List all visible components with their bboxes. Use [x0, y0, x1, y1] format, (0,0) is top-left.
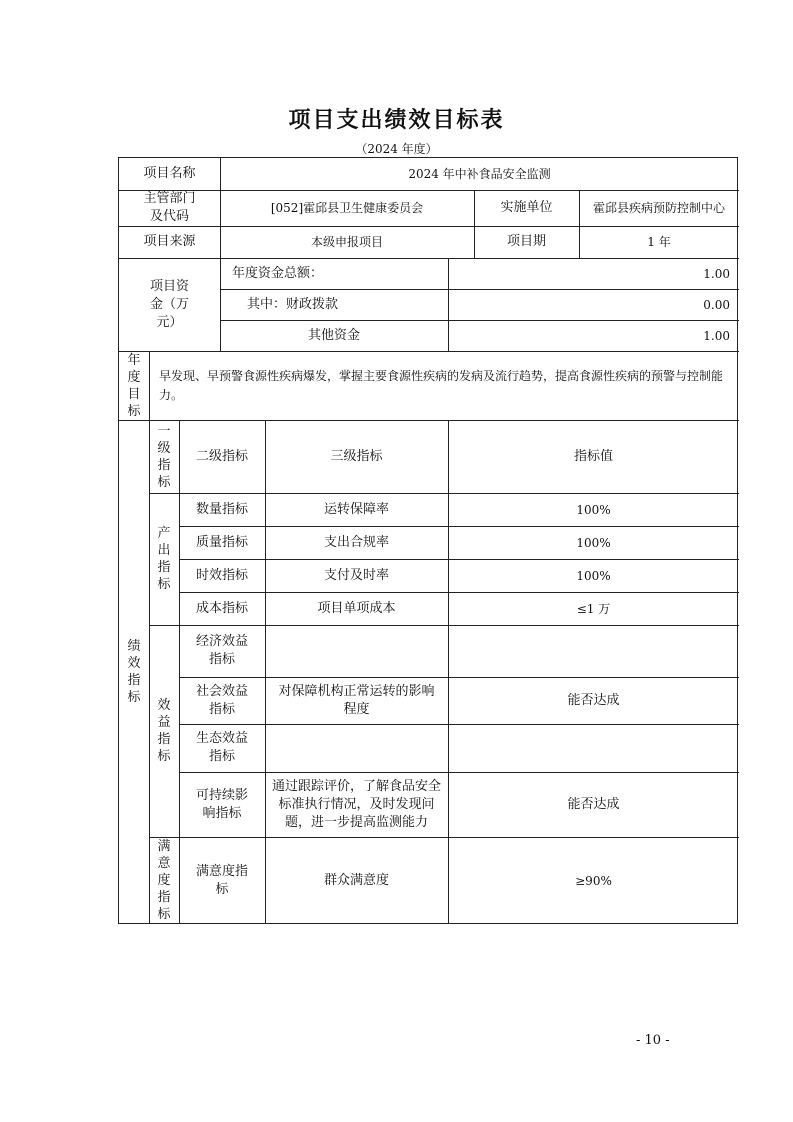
quantity-level3: 运转保障率 [323, 501, 389, 517]
satisfaction-indicator: 满意度指标 [195, 863, 248, 897]
ecological-benefit-indicator: 生态效益指标 [195, 731, 248, 764]
quality-indicator: 质量指标 [195, 534, 248, 550]
social-value: 能否达成 [567, 692, 620, 708]
output-indicators-label: 产出指标 [157, 526, 171, 592]
benefit-indicators-label: 效益指标 [157, 698, 171, 764]
timeliness-level3: 支付及时率 [323, 567, 389, 583]
other-funds-label: 其他资金 [307, 327, 360, 343]
source-label: 项目来源 [143, 234, 196, 249]
sustainability-indicator: 可持续影响指标 [195, 787, 248, 821]
department-value: [052]霍邱县卫生健康委员会 [270, 201, 424, 215]
quality-value: 100% [576, 535, 611, 550]
performance-indicators-label: 绩效指标 [127, 639, 141, 705]
level2-header: 二级指标 [195, 448, 248, 464]
satisfaction-indicators-label: 满意度指标 [157, 839, 171, 922]
performance-table [118, 157, 738, 924]
timeliness-indicator: 时效指标 [195, 567, 248, 583]
economic-benefit-indicator: 经济效益指标 [195, 634, 248, 667]
social-benefit-indicator: 社会效益指标 [195, 683, 248, 717]
department-label: 主管部门及代码 [143, 191, 196, 224]
satisfaction-value: ≥90% [575, 873, 612, 888]
social-level3: 对保障机构正常运转的影响程度 [278, 683, 435, 717]
level1-header: 一级指标 [157, 423, 171, 490]
timeliness-value: 100% [576, 568, 611, 583]
satisfaction-level3: 群众满意度 [323, 872, 389, 888]
sustainability-level3: 通过跟踪评价，了解食品安全标准执行情况，及时发现问题，进一步提高监测能力 [271, 778, 441, 830]
page-title: 项目支出绩效目标表 [288, 108, 505, 133]
project-name-value: 2024 年中补食品安全监测 [408, 167, 551, 181]
project-name-label: 项目名称 [143, 166, 196, 181]
source-value: 本级申报项目 [310, 235, 383, 249]
quantity-value: 100% [576, 502, 611, 517]
period-label: 项目期 [506, 234, 546, 249]
page-number: - 10 - [636, 1033, 670, 1048]
annual-goal-label: 年度目标 [127, 352, 141, 419]
other-funds-value: 1.00 [703, 328, 730, 343]
quality-level3: 支出合规率 [323, 534, 389, 550]
value-header: 指标值 [573, 448, 613, 464]
implementing-unit-label: 实施单位 [500, 200, 553, 215]
cost-value: ≤1 万 [576, 601, 611, 616]
fiscal-funds-value: 0.00 [703, 297, 730, 312]
total-funds-value: 1.00 [703, 266, 730, 281]
implementing-unit-value: 霍邱县疾病预防控制中心 [592, 201, 725, 215]
cost-indicator: 成本指标 [195, 600, 248, 616]
level3-header: 三级指标 [330, 448, 383, 464]
fiscal-funds-label: 其中：财政拨款 [247, 296, 339, 312]
total-funds-label: 年度资金总额： [232, 265, 324, 281]
funds-label: 项目资金（万元） [149, 278, 189, 330]
sustainability-value: 能否达成 [567, 796, 620, 812]
quantity-indicator: 数量指标 [195, 501, 248, 517]
annual-goal-text: 早发现、早预警食源性疾病爆发，掌握主要食源性疾病的发病及流行趋势，提高食源性疾病的预警与控制能力。 [159, 368, 724, 402]
cost-level3: 项目单项成本 [317, 600, 396, 616]
year-label: （2024 年度） [355, 142, 438, 156]
period-value: 1 年 [647, 235, 671, 249]
